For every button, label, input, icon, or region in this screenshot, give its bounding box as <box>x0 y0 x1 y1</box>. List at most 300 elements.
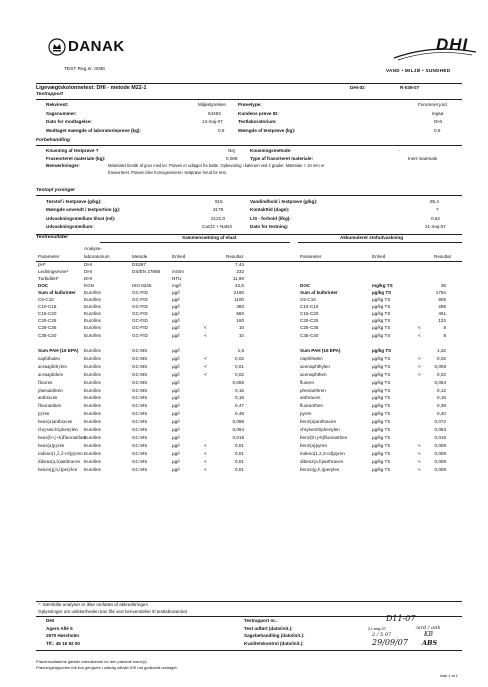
result-method: ISO 8245 <box>132 283 152 289</box>
result-value-right: 0,054 <box>434 379 446 385</box>
result-lab: Eurofins <box>84 332 101 338</box>
result-unit-right: µg/kg TS <box>372 458 391 464</box>
result-parameter: C25-C35 <box>38 325 57 331</box>
result-unit-right: µg/kg TS <box>372 466 391 472</box>
result-unit-right: µg/kg TS <box>372 427 391 432</box>
result-parameter: acenaphthylen <box>38 364 67 370</box>
akkumuleret-heading: Akkumuleret stofudvaskning <box>340 235 404 240</box>
maengde-testprove-value: 0,8 <box>434 128 441 133</box>
kundens-id-label: Kundens prøve ID: <box>238 111 279 116</box>
testlaboratorium-label: Testlaboratorium: <box>238 119 277 124</box>
medium-value: CaCl2 + NaN3 <box>202 224 232 229</box>
result-unit-right: µg/kg TS <box>372 434 391 440</box>
result-value: 0,49 <box>235 411 244 417</box>
result-unit-right: µg/kg TS <box>372 325 391 331</box>
dhi-id-label: DHI-ID: <box>350 85 366 90</box>
result-qualifier-right: < <box>418 458 421 464</box>
rekvirent-label: Rekvirent: <box>46 102 69 107</box>
sagsnummer-label: Sagsnummer: <box>46 111 77 116</box>
result-parameter: fluoren <box>38 380 53 386</box>
forbehandling-rule <box>36 145 462 146</box>
result-value: 10 <box>238 325 244 331</box>
dato-test-value: 21-maj-07 <box>425 224 446 229</box>
result-lab: Eurofins <box>84 395 101 401</box>
result-unit: µg/l <box>172 442 180 448</box>
eluat-heading: Sammensætning af eluat <box>182 235 237 240</box>
result-unit: µg/l <box>172 395 180 401</box>
testrapport-nr-label: Testrapport nr.: <box>244 618 278 623</box>
col-parameter-right: Parameter <box>300 254 322 259</box>
result-method: GC-FID <box>132 304 148 310</box>
fraseorteret-label: Fraseorteret materiale (kg): <box>46 156 106 161</box>
col-resultat-right: Resultat <box>434 254 451 259</box>
result-parameter-right: C25-C35 <box>300 325 319 331</box>
result-lab: DHI <box>84 269 92 275</box>
rekvirent-value: Miljøstyrelsen <box>198 102 227 107</box>
result-qualifier-right: < <box>418 355 421 361</box>
provetype-label: Prøvetype: <box>238 102 262 107</box>
report-title: Ligevægtskolonnetest: DHI - metode M22-1 <box>36 85 147 91</box>
result-value-right: 35 <box>440 283 446 289</box>
result-value-right: 1794 <box>435 290 446 296</box>
kontakttid-label: Kontakttid (dage): <box>250 207 290 212</box>
result-parameter: DOC <box>38 283 49 289</box>
result-value: 1100 <box>234 297 244 303</box>
result-value: 560 <box>236 311 244 317</box>
knusningsmetode-value: - <box>398 148 400 153</box>
result-value: 0,02 <box>235 355 244 361</box>
result-parameter: pyren <box>38 412 50 418</box>
results-header-rule <box>36 261 462 262</box>
eluat-underline <box>100 242 290 243</box>
col-resultat: Resultat <box>226 254 243 259</box>
result-unit-right: µg/kg TS <box>372 348 392 353</box>
maengde-testprove-label: Mængde af testprøve (kg): <box>238 128 296 133</box>
result-value: 10 <box>238 332 244 338</box>
result-unit: NTU <box>172 276 182 282</box>
kontakttid-value: 7 <box>436 207 439 212</box>
result-method: GC-FID <box>132 332 148 338</box>
result-unit-right: µg/kg TS <box>372 371 391 377</box>
result-unit: µg/l <box>172 290 180 296</box>
dhi-id-value: R-039-07 <box>400 85 420 90</box>
result-parameter: C10-C15 <box>38 304 57 310</box>
result-parameter-right: chrysen/triphenylen <box>300 427 340 432</box>
result-method: GC-MS <box>132 395 148 401</box>
result-value-right: 8 <box>443 332 446 338</box>
result-lab: DHI <box>84 262 92 267</box>
result-method: GC-FID <box>132 325 148 331</box>
result-unit: µg/l <box>172 379 180 385</box>
results-heading: Testresultater <box>36 235 69 240</box>
result-value: 232 <box>236 269 244 275</box>
result-parameter-right: C10-C15 <box>300 304 319 310</box>
fraseorteret-value: 0,008 <box>226 156 238 161</box>
result-value: 0,01 <box>235 466 244 472</box>
test-udfort-label: Test udført (dato/init.): <box>244 626 293 631</box>
result-unit: µg/l <box>172 411 180 417</box>
result-unit-right: µg/kg TS <box>372 411 391 417</box>
result-method: GC-MS <box>132 419 148 425</box>
testoplysninger-rule <box>36 195 462 196</box>
result-qualifier: < <box>204 363 207 369</box>
result-method: GC-MS <box>132 403 148 409</box>
result-parameter-right: benz(a)pyren <box>300 442 328 448</box>
test-udfort-init: /ard / ank <box>416 625 441 631</box>
result-method: GC-MS <box>132 411 148 417</box>
result-lab: Eurofins <box>84 348 101 353</box>
result-lab: Eurofins <box>84 466 101 472</box>
testrapport-nr-value: D11-07 <box>386 614 416 623</box>
dhi-wordmark: DHI <box>436 35 469 54</box>
result-parameter-right: C15-C20 <box>300 311 319 317</box>
col-analyse-line2: laboratorium <box>84 254 110 259</box>
dato-test-label: Dato for testning: <box>250 224 289 229</box>
result-value: 160 <box>236 318 244 324</box>
kvalitetskontrol-init: ABS <box>422 639 438 647</box>
col-parameter: Parameter <box>38 254 60 259</box>
result-parameter-right: pyren <box>300 411 312 417</box>
result-qualifier-right: < <box>418 363 421 369</box>
result-lab: EGN <box>84 283 94 289</box>
result-value: 0,01 <box>235 458 244 464</box>
result-value: 0,01 <box>235 442 244 448</box>
testoplysninger-heading: Testopl ysninger <box>36 188 75 193</box>
result-unit: µg/l <box>172 297 180 303</box>
result-parameter-right: indeno(1,2,3-cd)pyren <box>300 450 345 456</box>
result-unit: µg/l <box>172 419 180 425</box>
result-parameter: naphthalen <box>38 356 60 362</box>
knusning-label: Knusning af testprøve ? <box>46 148 99 153</box>
result-value-right: 0,015 <box>434 434 446 440</box>
footer-address1: Agern Allé 5 <box>46 626 73 631</box>
result-value: 0,065 <box>232 379 244 385</box>
result-unit-right: µg/kg TS <box>372 379 391 385</box>
result-unit-right: µg/kg TS <box>372 304 391 310</box>
result-parameter: benz(b+j+k)fluoranthen <box>38 435 86 441</box>
result-parameter: anthracen <box>38 396 58 402</box>
bemaerkninger-label: Bemærkninger: <box>46 163 80 168</box>
result-method: GC-MS <box>132 355 148 361</box>
result-parameter: C35-C40 <box>38 332 57 338</box>
result-parameter: indeno(1,2,3-cd)pyren <box>38 451 83 457</box>
result-value: 0,47 <box>235 403 244 409</box>
result-qualifier-right: < <box>418 442 421 448</box>
sagsnummer-value: 54493 <box>208 111 221 116</box>
result-value: 0,01 <box>235 450 244 456</box>
result-value-right: 0,008 <box>434 466 446 472</box>
table-row <box>0 468 488 477</box>
result-parameter-right: benz(b+j+k)fluoranthen <box>300 434 348 440</box>
test-udfort-value: 21-maj-07 <box>368 626 387 631</box>
result-parameter: chrysen/triphenylen <box>38 428 78 433</box>
result-parameter-right: benz(a)anthracen <box>300 419 337 425</box>
result-value: 0,02 <box>235 371 244 377</box>
page-number: side 1 af 1 <box>440 673 458 678</box>
result-unit: µg/l <box>172 403 180 409</box>
result-unit: µg/l <box>172 355 180 361</box>
result-lab: Eurofins <box>84 379 101 385</box>
result-unit: µg/l <box>172 371 180 377</box>
result-parameter-right: benzo(g,h,i)perylen <box>300 466 340 472</box>
result-value: 0,088 <box>232 419 244 425</box>
result-parameter: Turbiditet* <box>38 276 59 282</box>
result-lab: Eurofins <box>84 450 101 456</box>
result-unit-right: µg/kg TS <box>372 290 392 296</box>
result-value-right: 0,008 <box>434 442 446 448</box>
result-unit-right: µg/kg TS <box>372 442 391 448</box>
sagsbehandling-init: KB <box>424 631 433 638</box>
result-method: GC-MS <box>132 387 148 393</box>
result-parameter: C6-C10 <box>38 297 54 303</box>
result-unit: µg/l <box>172 466 180 472</box>
result-parameter: benz(a)anthracen <box>38 420 73 426</box>
result-value-right: 461 <box>438 311 446 317</box>
result-parameter: acenaphthen <box>38 372 63 378</box>
result-lab: Eurofins <box>84 434 101 440</box>
footer-company: DHI <box>46 618 54 623</box>
ls-label: L/S - forhold (l/kg): <box>250 216 291 221</box>
result-value-right: 0,12 <box>437 387 446 393</box>
result-qualifier: < <box>204 458 207 464</box>
result-unit: µg/l <box>172 311 180 317</box>
result-qualifier: < <box>204 355 207 361</box>
result-unit-right: µg/kg TS <box>372 355 391 361</box>
result-lab: Eurofins <box>84 304 101 310</box>
col-enhed: Enhed <box>172 254 186 259</box>
kvalitetskontrol-label: Kvalitetskontrol (dato/init.): <box>244 641 304 646</box>
result-parameter-right: C20-C25 <box>300 318 319 324</box>
result-value-right: 905 <box>438 297 446 303</box>
maengde-anvendt-value: 3179 <box>213 207 224 212</box>
dhi-logo <box>386 35 482 76</box>
result-method: GC-MS <box>132 450 148 456</box>
result-lab: Eurofins <box>84 325 101 331</box>
testrapport-rule <box>36 99 462 100</box>
result-value: 7,44 <box>235 262 244 267</box>
result-unit: µg/l <box>172 304 180 310</box>
forbehandling-heading: Forbehandling <box>36 138 70 143</box>
result-lab: DHI <box>84 276 92 282</box>
result-parameter-right: phenanthren <box>300 387 326 393</box>
result-value: 1,6 <box>237 348 244 353</box>
result-qualifier: < <box>204 450 207 456</box>
result-parameter: benzo(g,h,i)perylen <box>38 467 78 473</box>
result-parameter-right: Sum af kulbrinter <box>300 290 338 296</box>
sagsbehandling-label: Sagsbehandling (dato/init.): <box>244 633 305 638</box>
result-unit: µg/l <box>172 387 180 393</box>
result-lab: Eurofins <box>84 363 101 369</box>
result-value-right: 0,008 <box>434 450 446 456</box>
torstof-label: Tørstof i testprøve (g/kg): <box>46 199 102 204</box>
result-qualifier-right: < <box>418 371 421 377</box>
result-qualifier-right: < <box>418 332 421 338</box>
dato-modtagelse-value: 14-maj-07 <box>202 119 223 124</box>
result-unit-right: µg/kg TS <box>372 419 391 425</box>
result-parameter-right: acenaphthylen <box>300 363 330 369</box>
result-parameter: Sum af kulbrinter <box>38 290 76 296</box>
result-method: GC-MS <box>132 442 148 448</box>
result-value-right: 0,053 <box>434 427 446 432</box>
bottom-note-1: Prøveresultaterne gælder udelukkende for den prøvede emne(r). <box>36 659 148 664</box>
type-fraseorteret-value: Inert materiale <box>408 156 438 161</box>
result-value: 11,90 <box>232 276 244 282</box>
result-method: GC-MS <box>132 371 148 377</box>
result-parameter-right: C6-C10 <box>300 297 316 303</box>
testlaboratorium-value: DHI <box>434 119 442 124</box>
result-qualifier: < <box>204 442 207 448</box>
result-lab: Eurofins <box>84 458 101 464</box>
result-lab: Eurofins <box>84 318 101 324</box>
result-lab: Eurofins <box>84 311 101 317</box>
akkumuleret-underline <box>298 242 462 243</box>
provetype-value: Forurenet jord <box>418 102 447 107</box>
result-unit-right: mg/kg TS <box>372 283 393 289</box>
result-value-right: 0,39 <box>437 403 446 409</box>
result-unit: µg/l <box>172 325 180 331</box>
result-method: GC-MS <box>132 458 148 464</box>
result-unit: µg/l <box>172 318 180 324</box>
result-value-right: 0,02 <box>437 371 446 377</box>
result-parameter: Ledningsevne* <box>38 269 69 275</box>
result-qualifier: < <box>204 371 207 377</box>
result-lab: Eurofins <box>84 355 101 361</box>
result-unit-right: µg/kg TS <box>372 450 391 456</box>
col-analyse-line1: Analyse- <box>84 246 102 251</box>
result-method: DS/EN 27888 <box>132 269 161 275</box>
testrapport-heading: Testrapport <box>36 92 63 97</box>
result-qualifier: < <box>204 466 207 472</box>
result-value-right: 0,008 <box>434 363 446 369</box>
result-unit-right: µg/kg TS <box>372 297 391 303</box>
modtaget-maengde-value: 0,8 <box>218 128 225 133</box>
footer-address2: 2970 Hørsholm <box>46 633 79 638</box>
result-unit: µg/l <box>172 363 180 369</box>
bottom-note-2: Prøvningsrapporten må kun gengives i uddrag udtrykt DHI har godkendt uddraget. <box>36 665 178 670</box>
result-parameter: benz(a)pyren <box>38 443 65 449</box>
result-parameter-right: C35-C40 <box>300 332 319 338</box>
result-unit-right: µg/kg TS <box>372 403 391 409</box>
vandindhold-label: Vandindhold i testprøve (g/kg): <box>250 199 318 204</box>
result-unit: mg/l <box>172 283 181 289</box>
result-unit-right: µg/kg TS <box>372 363 391 369</box>
result-method: GC-FID <box>132 311 148 317</box>
result-lab: Eurofins <box>84 419 101 425</box>
result-value-right: 132 <box>438 318 446 324</box>
result-value: 2160 <box>233 290 244 296</box>
result-lab: Eurofins <box>84 442 101 448</box>
test-reg-number: TEST Reg.nr. 0036 <box>64 67 105 72</box>
result-value: 42,5 <box>235 283 244 289</box>
result-lab: Eurofins <box>84 411 101 417</box>
danak-crown-icon <box>48 38 66 56</box>
result-value: 0,018 <box>232 434 244 440</box>
result-unit-right: µg/kg TS <box>372 395 391 401</box>
result-value: 0,18 <box>235 395 244 401</box>
result-value-right: 8 <box>443 325 446 331</box>
kvalitetskontrol-value: 29/09/07 <box>372 638 408 647</box>
result-parameter-right: dibenz(a,h)anthracen <box>300 458 344 464</box>
result-method: GC-MS <box>132 466 148 472</box>
ls-value: 0,62 <box>431 216 440 221</box>
result-method: GC-MS <box>132 363 148 369</box>
result-unit-right: µg/kg TS <box>372 387 391 393</box>
type-fraseorteret-label: Type af frasorteret materiale: <box>250 156 313 161</box>
result-value-right: 0,15 <box>437 395 446 401</box>
udvaskning-value: 2121,0 <box>211 216 226 221</box>
result-unit: mS/m <box>172 269 184 275</box>
result-unit-right: µg/kg TS <box>372 311 391 317</box>
danak-wordmark: DANAK <box>68 38 125 55</box>
knusningsmetode-label: Knusningsmetode: <box>250 148 292 153</box>
result-method: GC-FID <box>132 318 148 324</box>
result-parameter-right: DOC <box>300 283 311 289</box>
kundens-id-value: Iegsø <box>432 111 444 116</box>
result-lab: Eurofins <box>84 290 101 296</box>
result-qualifier: < <box>204 325 207 331</box>
result-unit: µg/l <box>172 427 180 432</box>
modtaget-maengde-label: Modtaget mængde af laboratorieprøve (kg): <box>46 128 141 133</box>
result-value: 0,064 <box>232 427 244 432</box>
result-value-right: 296 <box>438 304 446 310</box>
result-parameter-right: fluoranthen <box>300 403 323 409</box>
result-qualifier-right: < <box>418 450 421 456</box>
result-parameter: Sum PAH (16 EPA) <box>38 348 79 353</box>
col-metode: Metode <box>132 254 148 259</box>
result-parameter: phenanthren <box>38 388 63 394</box>
result-parameter: dibenz(a,h)anthracen <box>38 459 81 465</box>
result-unit-right: µg/kg TS <box>372 332 391 338</box>
result-method: GC-FID <box>132 297 148 303</box>
knusning-value: Nej <box>228 148 235 153</box>
title-rule-top <box>36 83 462 84</box>
result-method: GC-MS <box>132 379 148 385</box>
footer-rule-bottom <box>36 650 462 651</box>
sagsbehandling-value: 2 / 5 07 <box>372 632 392 638</box>
result-parameter-right: acenaphthen <box>300 371 327 377</box>
udvaskning-label: Udvaskningsmedium tilsat (ml): <box>46 216 116 221</box>
result-method: DS287 <box>132 262 147 267</box>
result-parameter-right: Sum PAH (16 EPA) <box>300 348 341 353</box>
result-lab: Eurofins <box>84 403 101 409</box>
result-parameter: pH* <box>38 262 46 267</box>
result-value: 360 <box>236 304 244 310</box>
result-method: GC-MS <box>132 348 148 353</box>
medium-label: Udvaskningsmedium: <box>46 224 94 229</box>
result-method: GC-MS <box>132 434 148 440</box>
result-lab: Eurofins <box>84 387 101 393</box>
result-qualifier: < <box>204 332 207 338</box>
torstof-value: 915 <box>215 199 223 204</box>
result-qualifier-right: < <box>418 325 421 331</box>
result-unit: µg/l <box>172 348 180 353</box>
result-unit: µg/l <box>172 458 180 464</box>
result-lab: Eurofins <box>84 371 101 377</box>
result-unit: µg/l <box>172 332 180 338</box>
footer-phone: Tlf.: 45 16 92 00 <box>46 641 80 646</box>
result-parameter: fluoranthen <box>38 404 62 410</box>
result-method: GC-MS <box>132 427 148 432</box>
result-parameter-right: naphthalen <box>300 355 323 361</box>
result-unit-right: µg/kg TS <box>372 318 391 324</box>
result-unit: µg/l <box>172 434 180 440</box>
result-value: 0,15 <box>235 387 244 393</box>
result-value-right: 0,02 <box>437 355 446 361</box>
maengde-anvendt-label: Mængde anvendt i testportion (g): <box>46 207 121 212</box>
result-value-right: 1,32 <box>437 348 446 353</box>
result-unit: µg/l <box>172 450 180 456</box>
result-value-right: 0,40 <box>437 411 446 417</box>
